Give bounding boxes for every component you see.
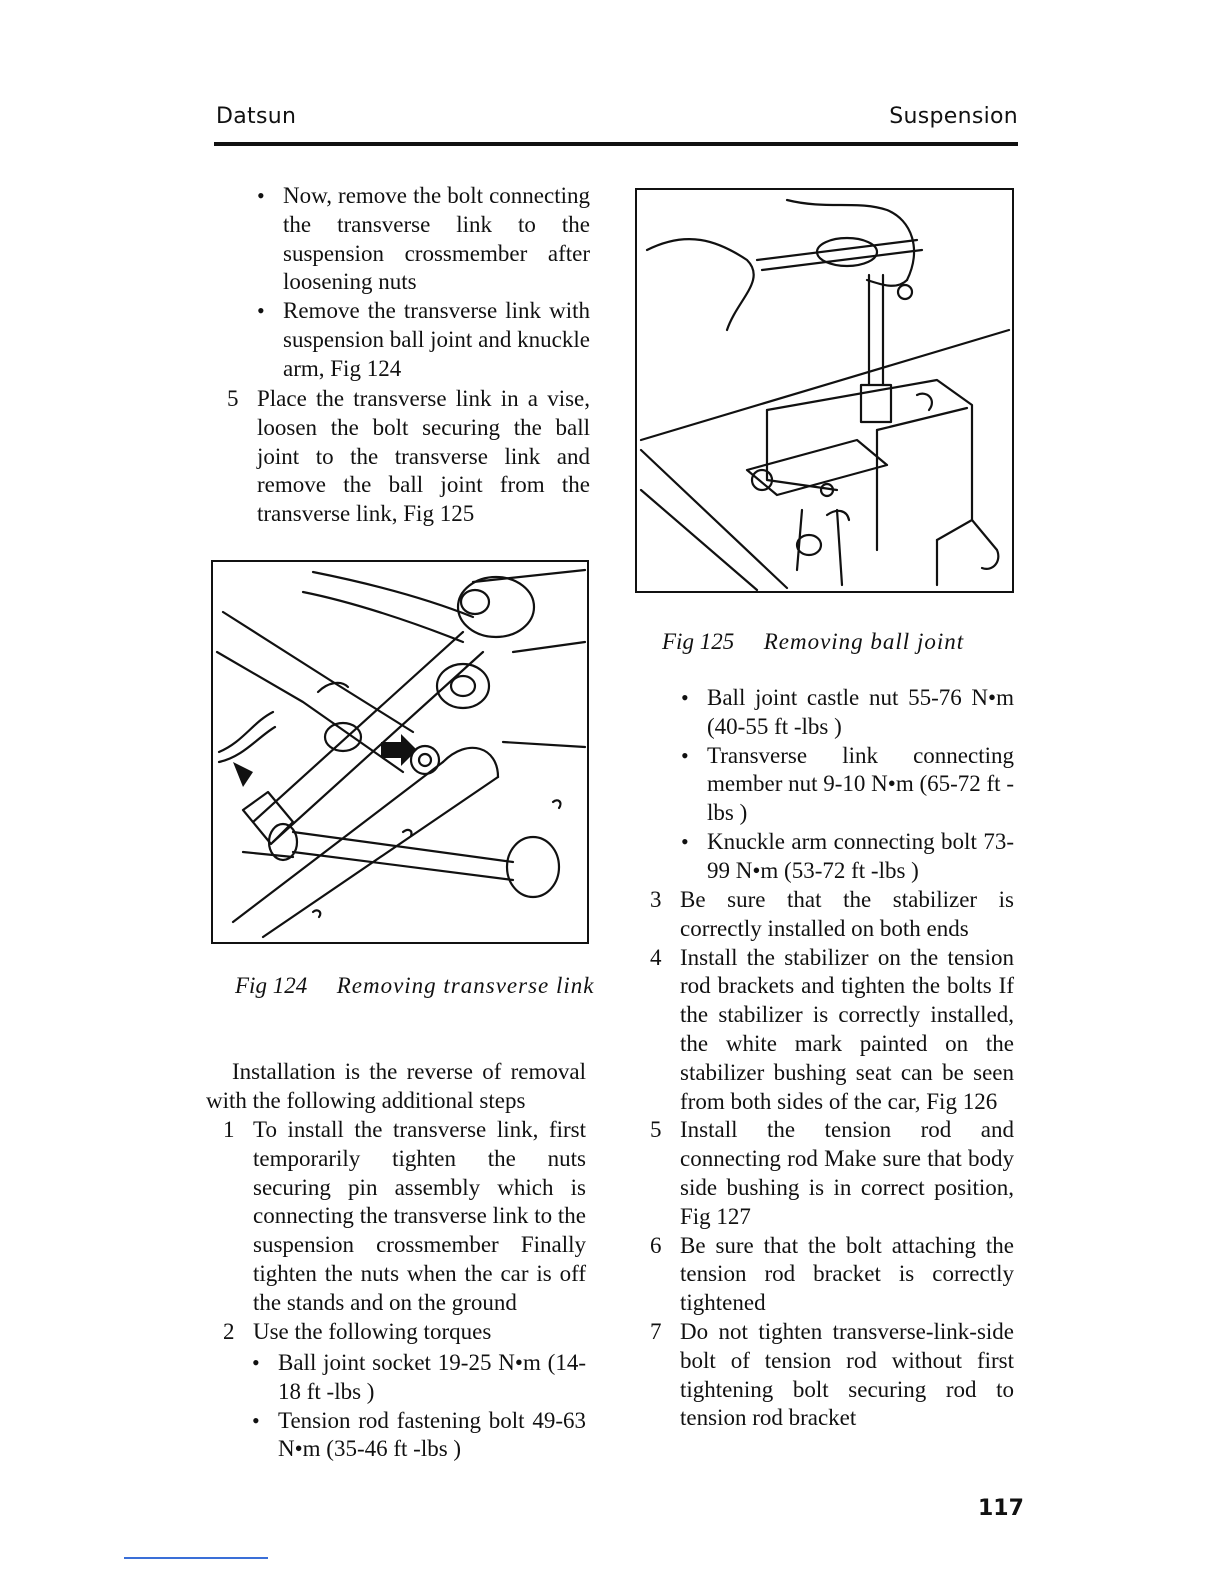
torque-knuckle-arm-bolt: • Knuckle arm connecting bolt 73-99 N•m (53-72 ft -lbs ) xyxy=(707,828,1014,886)
step-number: 5 xyxy=(227,386,239,411)
install-steps xyxy=(223,1116,586,1346)
step-number: 7 xyxy=(650,1318,662,1344)
right-torque-list xyxy=(707,684,1014,886)
figure-124-caption xyxy=(235,971,595,1001)
step-number: 5 xyxy=(650,1117,662,1143)
header-rule xyxy=(214,142,1018,146)
figure-number: Fig 125 xyxy=(662,629,735,654)
install-step-7 xyxy=(650,1318,1014,1433)
step-text: Place the transverse link in a vise, loosen the bolt securing the ball joint to the transverse link and remove the ball joint from the transverse link, Fig 125 xyxy=(257,386,590,527)
install-step-6 xyxy=(650,1232,1014,1318)
install-step-5 xyxy=(650,1116,1014,1231)
install-intro xyxy=(206,1058,586,1116)
right-steps xyxy=(650,886,1014,1433)
bullet-remove-link: • Remove the transverse link with suspension ball joint and knuckle arm, Fig 124 xyxy=(283,297,590,383)
install-step-3 xyxy=(650,886,1014,944)
page-number: 117 xyxy=(978,1496,1024,1521)
transverse-link-drawing xyxy=(213,562,587,942)
step-text: Install the tension rod and connecting rod Make sure that body side bushing is in correct position, Fig 127 xyxy=(680,1117,1014,1229)
figure-125-caption xyxy=(662,627,1014,657)
left-top-bullets xyxy=(283,182,590,384)
step-text: Be sure that the bolt attaching the tension rod bracket is correctly tightened xyxy=(680,1232,1014,1316)
step-text: Do not tighten transverse-link-side bolt of tension rod without first tightening bolt securing rod to tension rod bracket xyxy=(680,1318,1014,1431)
figure-124-illustration xyxy=(211,560,589,944)
running-header-left: Datsun xyxy=(216,104,297,129)
install-step-4 xyxy=(650,944,1014,1117)
figure-title: Removing ball joint xyxy=(763,629,965,654)
step-text: Install the stabilizer on the tension rod brackets and tighten the bolts If the stabilizer is correctly installed, the white mark painted on the stabilizer bushing seat can be seen from both sides of the car, Fig 126 xyxy=(680,944,1014,1114)
ball-joint-removal-drawing xyxy=(637,190,1012,591)
step-number: 1 xyxy=(223,1117,235,1142)
running-header-right: Suspension xyxy=(889,104,1018,129)
step-number: 2 xyxy=(223,1318,235,1344)
step-number: 4 xyxy=(650,944,662,970)
torque-castle-nut: • Ball joint castle nut 55-76 N•m (40-55 ft -lbs ) xyxy=(707,684,1014,742)
footnote-rule xyxy=(124,1557,268,1559)
step-text: Use the following torques xyxy=(253,1318,492,1344)
step-number: 6 xyxy=(650,1232,662,1258)
step-text: To install the transverse link, first temporarily tighten the nuts securing pin assembly which is connecting the transverse link to the suspension crossmember Finally tighten the nuts when the car is off the stands and on the ground xyxy=(253,1117,586,1315)
left-torque-list xyxy=(278,1349,586,1464)
step-5-removal xyxy=(227,385,590,529)
torque-ball-joint-socket: • Ball joint socket 19-25 N•m (14-18 ft -lbs ) xyxy=(278,1349,586,1407)
install-step-1 xyxy=(223,1116,586,1318)
figure-number: Fig 124 xyxy=(235,973,308,998)
install-step-2 xyxy=(223,1318,586,1347)
figure-125-illustration xyxy=(635,188,1014,593)
install-intro-text: Installation is the reverse of removal with the following additional steps xyxy=(206,1059,586,1113)
step-text: Be sure that the stabilizer is correctly installed on both ends xyxy=(680,887,1014,941)
bullet-remove-bolt: • Now, remove the bolt connecting the transverse link to the suspension crossmember after loosening nuts xyxy=(283,182,590,297)
torque-connecting-member-nut: • Transverse link connecting member nut 9-10 N•m (65-72 ft -lbs ) xyxy=(707,742,1014,828)
figure-title: Removing transverse link xyxy=(336,973,595,998)
torque-tension-rod-bolt: • Tension rod fastening bolt 49-63 N•m (35-46 ft -lbs ) xyxy=(278,1407,586,1465)
step-number: 3 xyxy=(650,887,662,912)
